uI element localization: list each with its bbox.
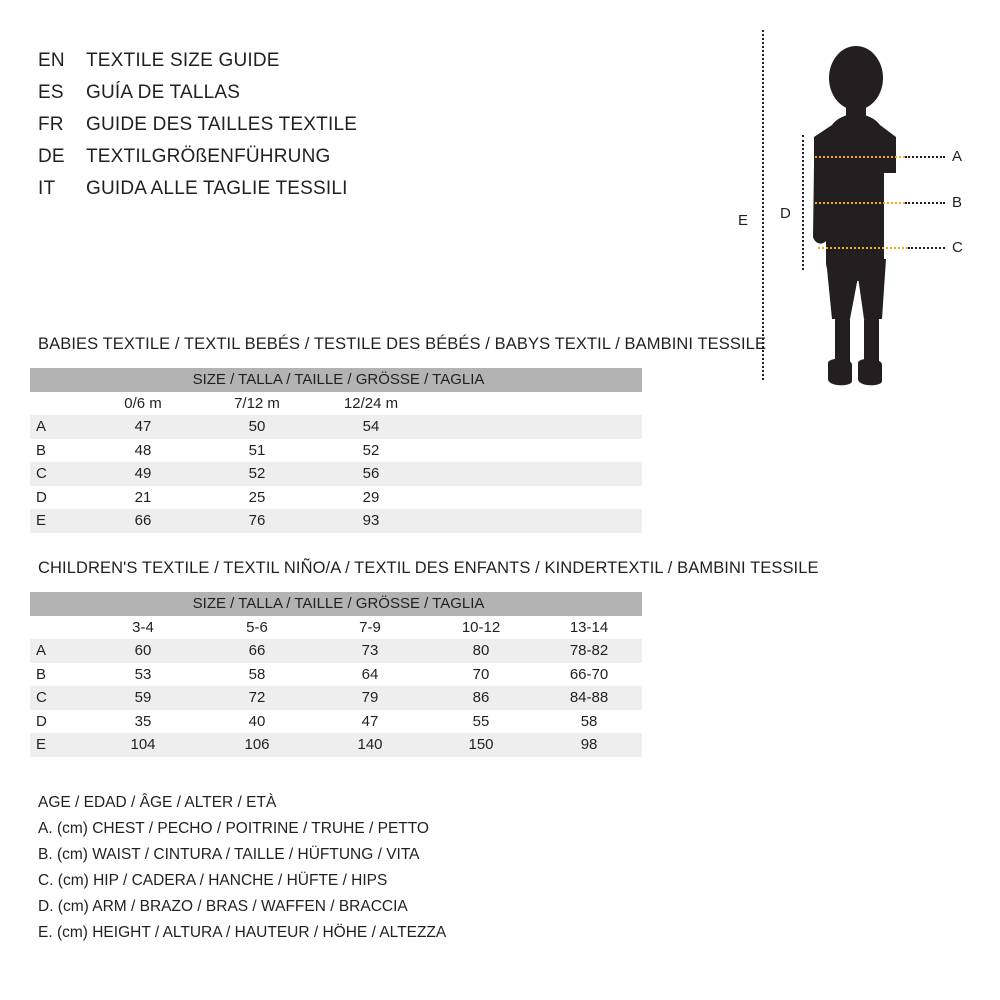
- babies-e-2: 93: [314, 509, 428, 533]
- waist-measure-line: [815, 202, 905, 204]
- babies-a-pad: [428, 415, 642, 439]
- title-text-de: TEXTILGRÖßENFÜHRUNG: [86, 146, 331, 167]
- children-b-1: 58: [200, 663, 314, 687]
- babies-col-0: 0/6 m: [86, 392, 200, 416]
- children-row-label-d: D: [30, 710, 86, 734]
- children-e-3: 150: [426, 733, 536, 757]
- children-col-0: 3-4: [86, 616, 200, 640]
- table-row: [30, 639, 642, 663]
- legend-height: E. (cm) HEIGHT / ALTURA / HAUTEUR / HÖHE / ALTEZZA: [38, 924, 447, 941]
- babies-c-0: 49: [86, 462, 200, 486]
- children-col-2: 7-9: [314, 616, 426, 640]
- babies-c-pad: [428, 462, 642, 486]
- babies-e-pad: [428, 509, 642, 533]
- babies-row-label-c: C: [30, 462, 86, 486]
- babies-b-pad: [428, 439, 642, 463]
- children-b-0: 53: [86, 663, 200, 687]
- children-c-1: 72: [200, 686, 314, 710]
- babies-a-1: 50: [200, 415, 314, 439]
- children-e-1: 106: [200, 733, 314, 757]
- babies-size-bar: [30, 368, 642, 392]
- legend-waist: B. (cm) WAIST / CINTURA / TAILLE / HÜFTUNG / VITA: [38, 846, 420, 863]
- legend-block: [38, 790, 678, 946]
- children-e-4: 98: [536, 733, 642, 757]
- babies-corner-cell: [30, 392, 86, 416]
- legend-hip: C. (cm) HIP / CADERA / HANCHE / HÜFTE / HIPS: [38, 872, 388, 889]
- babies-size-table: [30, 368, 642, 533]
- children-d-3: 55: [426, 710, 536, 734]
- title-block: [38, 50, 658, 210]
- babies-size-bar-label: SIZE / TALLA / TAILLE / GRÖSSE / TAGLIA: [30, 368, 642, 392]
- babies-row-label-e: E: [30, 509, 86, 533]
- table-row: [30, 733, 642, 757]
- title-lang-fr: FR: [38, 114, 64, 135]
- table-row: [30, 462, 642, 486]
- title-text-es: GUÍA DE TALLAS: [86, 82, 241, 103]
- figure-label-d: D: [780, 205, 791, 222]
- children-e-2: 140: [314, 733, 426, 757]
- babies-a-0: 47: [86, 415, 200, 439]
- height-guide-line-e: [762, 30, 764, 380]
- title-text-fr: GUIDE DES TAILLES TEXTILE: [86, 114, 358, 135]
- title-row: [38, 82, 658, 114]
- babies-row-label-d: D: [30, 486, 86, 510]
- children-c-2: 79: [314, 686, 426, 710]
- children-d-1: 40: [200, 710, 314, 734]
- measurement-figure: [700, 20, 1000, 440]
- title-row: [38, 114, 658, 146]
- figure-label-b: B: [952, 194, 963, 211]
- babies-e-1: 76: [200, 509, 314, 533]
- legend-arm: D. (cm) ARM / BRAZO / BRAS / WAFFEN / BRACCIA: [38, 898, 408, 915]
- babies-b-0: 48: [86, 439, 200, 463]
- table-row: [30, 486, 642, 510]
- table-row: [30, 663, 642, 687]
- children-c-3: 86: [426, 686, 536, 710]
- children-d-4: 58: [536, 710, 642, 734]
- children-size-bar-label: SIZE / TALLA / TAILLE / GRÖSSE / TAGLIA: [30, 592, 642, 616]
- children-row-label-e: E: [30, 733, 86, 757]
- children-b-2: 64: [314, 663, 426, 687]
- children-a-1: 66: [200, 639, 314, 663]
- babies-row-label-a: A: [30, 415, 86, 439]
- children-e-0: 104: [86, 733, 200, 757]
- babies-col-pad: [428, 392, 642, 416]
- babies-d-pad: [428, 486, 642, 510]
- title-row: [38, 146, 658, 178]
- legend-chest: A. (cm) CHEST / PECHO / POITRINE / TRUHE / PETTO: [38, 820, 429, 837]
- babies-row-label-b: B: [30, 439, 86, 463]
- title-lang-en: EN: [38, 50, 65, 71]
- children-row-label-c: C: [30, 686, 86, 710]
- children-col-1: 5-6: [200, 616, 314, 640]
- children-col-3: 10-12: [426, 616, 536, 640]
- children-row-label-a: A: [30, 639, 86, 663]
- children-size-bar: [30, 592, 642, 616]
- babies-column-header-row: [30, 392, 642, 416]
- babies-d-0: 21: [86, 486, 200, 510]
- legend-age: AGE / EDAD / ÂGE / ALTER / ETÀ: [38, 794, 277, 811]
- children-d-2: 47: [314, 710, 426, 734]
- children-section-heading: CHILDREN'S TEXTILE / TEXTIL NIÑO/A / TEXTIL DES ENFANTS / KINDERTEXTIL / BAMBINI TESSILE: [38, 559, 819, 577]
- title-row: [38, 178, 658, 210]
- chest-leader-line: [905, 156, 945, 158]
- children-a-3: 80: [426, 639, 536, 663]
- babies-d-1: 25: [200, 486, 314, 510]
- children-b-4: 66-70: [536, 663, 642, 687]
- children-size-table: [30, 592, 642, 757]
- title-lang-de: DE: [38, 146, 65, 167]
- children-a-0: 60: [86, 639, 200, 663]
- chest-measure-line: [815, 156, 905, 158]
- babies-col-1: 7/12 m: [200, 392, 314, 416]
- babies-b-1: 51: [200, 439, 314, 463]
- children-b-3: 70: [426, 663, 536, 687]
- title-text-en: TEXTILE SIZE GUIDE: [86, 50, 280, 71]
- waist-leader-line: [905, 202, 945, 204]
- table-row: [30, 439, 642, 463]
- figure-label-e: E: [738, 212, 749, 229]
- babies-c-1: 52: [200, 462, 314, 486]
- table-row: [30, 415, 642, 439]
- hip-leader-line: [908, 247, 945, 249]
- babies-b-2: 52: [314, 439, 428, 463]
- title-text-it: GUIDA ALLE TAGLIE TESSILI: [86, 178, 348, 199]
- table-row: [30, 710, 642, 734]
- table-row: [30, 509, 642, 533]
- children-a-2: 73: [314, 639, 426, 663]
- title-lang-it: IT: [38, 178, 56, 199]
- hip-measure-line: [818, 247, 908, 249]
- children-c-4: 84-88: [536, 686, 642, 710]
- babies-e-0: 66: [86, 509, 200, 533]
- children-a-4: 78-82: [536, 639, 642, 663]
- babies-section-heading: BABIES TEXTILE / TEXTIL BEBÉS / TESTILE DES BÉBÉS / BABYS TEXTIL / BAMBINI TESSILE: [38, 335, 767, 353]
- table-row: [30, 686, 642, 710]
- babies-c-2: 56: [314, 462, 428, 486]
- arm-guide-line-d: [802, 135, 804, 270]
- children-corner-cell: [30, 616, 86, 640]
- children-row-label-b: B: [30, 663, 86, 687]
- children-column-header-row: [30, 616, 642, 640]
- title-lang-es: ES: [38, 82, 64, 103]
- figure-label-a: A: [952, 148, 963, 165]
- babies-col-2: 12/24 m: [314, 392, 428, 416]
- babies-a-2: 54: [314, 415, 428, 439]
- children-col-4: 13-14: [536, 616, 642, 640]
- child-silhouette-icon: [808, 45, 918, 400]
- children-c-0: 59: [86, 686, 200, 710]
- title-row: [38, 50, 658, 82]
- babies-d-2: 29: [314, 486, 428, 510]
- children-d-0: 35: [86, 710, 200, 734]
- figure-label-c: C: [952, 239, 963, 256]
